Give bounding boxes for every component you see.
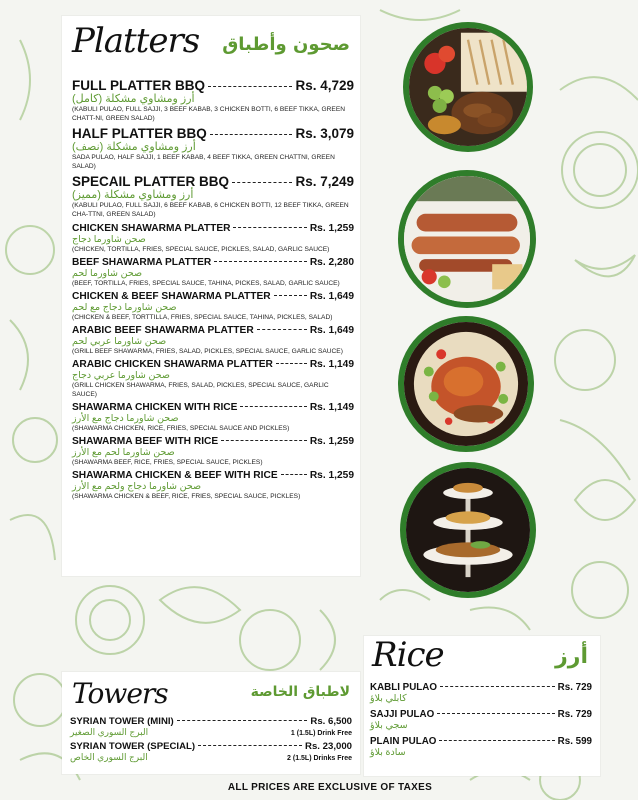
item-price: Rs. 23,000: [305, 741, 352, 752]
menu-item: [72, 291, 354, 322]
item-name: BEEF SHAWARMA PLATTER: [72, 257, 212, 268]
item-description: (GRILL CHICKEN SHAWARMA, FRIES, SALAD, PICKLES, SPECIAL SAUCE, GARLIC SAUCE): [72, 382, 329, 398]
item-description: (CHICKEN, TORTILLA, FRIES, SPECIAL SAUCE, PICKLES, SALAD, GARLIC SAUCE): [72, 246, 330, 253]
menu-item: [72, 470, 354, 501]
item-name-arabic: البرج السوري الخاص: [70, 752, 148, 762]
item-name-arabic: صحن شاورما عربي لحم: [72, 336, 167, 347]
item-description: (KABULI PULAO, FULL SAJJI, 6 BEEF KABAB, 6 CHICKEN BOTTI, 12 BEEF TIKKA, GREEN CHA-TTNI, GREEN SALAD): [72, 202, 349, 218]
platters-heading: Platters: [72, 21, 200, 61]
rice-heading-arabic: أرز: [555, 644, 588, 669]
item-note: 2 (1.5L) Drinks Free: [287, 755, 352, 762]
towers-heading: Towers: [72, 677, 168, 710]
menu-item: [72, 78, 354, 123]
menu-item: [70, 716, 352, 738]
item-name: FULL PLATTER BBQ: [72, 78, 205, 93]
item-name: SPECAIL PLATTER BBQ: [72, 174, 230, 189]
item-name: PLAIN PULAO: [370, 736, 437, 747]
menu-item: [72, 359, 354, 399]
item-description: (GRILL BEEF SHAWARMA, FRIES, SALAD, PICKLES, SPECIAL SAUCE, GARLIC SAUCE): [72, 348, 343, 355]
item-name-arabic: البرج السوري الصغير: [70, 727, 149, 737]
item-description: (SHAWARMA BEEF, RICE, FRIES, SPECIAL SAUCE, PICKLES): [72, 459, 263, 466]
item-name: ARABIC CHICKEN SHAWARMA PLATTER: [72, 359, 273, 370]
item-name-arabic: سجي بلاؤ: [370, 720, 408, 731]
item-name-arabic: سادة بلاؤ: [370, 747, 406, 758]
item-price: Rs. 7,249: [295, 174, 354, 189]
item-price: Rs. 729: [557, 682, 592, 693]
tax-disclaimer: ALL PRICES ARE EXCLUSIVE OF TAXES: [227, 782, 433, 793]
item-name-arabic: صحن شاورما دجاج مع لحم: [72, 302, 177, 313]
item-name-arabic: أرز ومشاوي مشكلة (كامل): [72, 93, 195, 105]
item-name: SHAWARMA CHICKEN & BEEF WITH RICE: [72, 470, 278, 481]
menu-item: [72, 325, 354, 356]
item-name: SHAWARMA CHICKEN WITH RICE: [72, 402, 238, 413]
item-price: Rs. 1,259: [309, 223, 354, 234]
menu-item: [370, 736, 592, 759]
menu-item: [72, 402, 354, 433]
item-name-arabic: صحن شاورما دجاج ولحم مع الأرز: [72, 481, 202, 492]
platters-heading-arabic: صحون وأطباق: [222, 34, 350, 55]
menu-item: [72, 174, 354, 219]
item-description: (SHAWARMA CHICKEN, RICE, FRIES, SPECIAL SAUCE AND PICKLES): [72, 425, 290, 432]
item-price: Rs. 1,649: [309, 325, 354, 336]
item-name-arabic: أرز ومشاوي مشكلة (مميز): [72, 189, 194, 201]
item-description: SADA PULAO, HALF SAJJI, 1 BEEF KABAB, 4 BEEF TIKKA, GREEN CHATTNI, GREEN SALAD): [72, 154, 335, 170]
item-name-arabic: كابلي بلاؤ: [370, 693, 407, 704]
item-name-arabic: صحن شاورما دجاج: [72, 234, 146, 245]
item-name: SAJJI PULAO: [370, 709, 435, 720]
item-price: Rs. 1,149: [309, 359, 354, 370]
menu-item: [70, 741, 352, 763]
menu-item: [72, 126, 354, 171]
item-name: SYRIAN TOWER (SPECIAL): [70, 741, 196, 752]
item-name-arabic: أرز ومشاوي مشكلة (نصف): [72, 141, 196, 153]
item-price: Rs. 6,500: [310, 716, 352, 727]
item-name-arabic: صحن شاورما دجاج مع الأرز: [72, 413, 179, 424]
towers-heading-arabic: لاطباق الخاصة: [250, 684, 350, 700]
item-price: Rs. 1,259: [309, 436, 354, 447]
rice-panel: [364, 636, 600, 776]
item-name: HALF PLATTER BBQ: [72, 126, 207, 141]
item-price: Rs. 1,149: [309, 402, 354, 413]
item-name: SYRIAN TOWER (MINI): [70, 716, 174, 727]
item-name: ARABIC BEEF SHAWARMA PLATTER: [72, 325, 254, 336]
item-name-arabic: صحن شاورما لحم: [72, 268, 143, 279]
item-price: Rs. 729: [557, 709, 592, 720]
towers-panel: [62, 672, 360, 774]
item-price: Rs. 3,079: [295, 126, 354, 141]
item-name: CHICKEN SHAWARMA PLATTER: [72, 223, 231, 234]
item-description: (CHICKEN & BEEF, TORTTILLA, FRIES, SPECIAL SAUCE, TAHINA, PICKLES, SALAD): [72, 314, 333, 321]
item-price: Rs. 1,259: [309, 470, 354, 481]
item-name-arabic: صحن شاورما عربي دجاج: [72, 370, 170, 381]
syrian-tower-photo: [400, 462, 536, 598]
item-price: Rs. 2,280: [309, 257, 354, 268]
menu-item: [72, 223, 354, 254]
item-description: (BEEF, TORTILLA, FRIES, SPECIAL SAUCE, TAHINA, PICKES, SALAD, GARLIC SAUCE): [72, 280, 340, 287]
item-name: CHICKEN & BEEF SHAWARMA PLATTER: [72, 291, 271, 302]
item-name-arabic: صحن شاورما لحم مع الأرز: [72, 447, 175, 458]
menu-item: [370, 709, 592, 732]
item-note: 1 (1.5L) Drink Free: [290, 730, 352, 737]
item-name: KABLI PULAO: [370, 682, 437, 693]
item-price: Rs. 599: [557, 736, 592, 747]
item-name: SHAWARMA BEEF WITH RICE: [72, 436, 219, 447]
platters-panel: [62, 16, 360, 576]
item-price: Rs. 4,729: [295, 78, 354, 93]
item-description: (KABULI PULAO, FULL SAJJI, 3 BEEF KABAB, 3 CHICKEN BOTTI, 6 BEEF TIKKA, GREEN CHATT-NI, GREEN SALAD): [72, 106, 345, 122]
arabic-platter-photo: [398, 316, 534, 452]
rice-heading: Rice: [372, 635, 444, 675]
menu-item: [72, 257, 354, 288]
item-description: (SHAWARMA CHICKEN & BEEF, RICE, FRIES, SPECIAL SAUCE, PICKLES): [72, 493, 301, 500]
item-price: Rs. 1,649: [309, 291, 354, 302]
menu-item: [72, 436, 354, 467]
full-platter-photo: [403, 22, 533, 152]
bbq-skewers-photo: [398, 170, 536, 308]
menu-item: [370, 682, 592, 705]
